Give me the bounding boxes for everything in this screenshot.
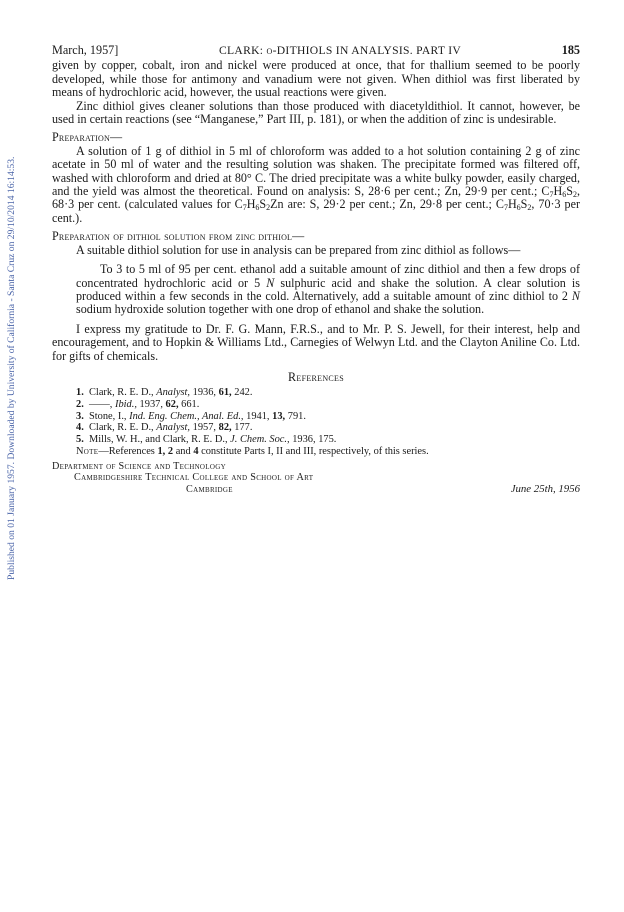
formula-c7h6s2-b: $C_7H_6S_2$ [495,197,532,213]
download-watermark [6,100,18,580]
paragraph-solution: A suitable dithiol solution for use in analysis can be prepared from zinc dithiol as follows— [76,242,521,257]
header-title: CLARK: o-DITHIOLS IN ANALYSIS. PART IV [219,44,462,57]
reference-item: 1. Clark, R. E. D., Analyst, 1936, 61, 242. [76,387,253,399]
procedure-block [76,263,580,317]
prep-text-c: are: S, 29·2 per cent.; Zn, 29·8 per cent.; [287,197,492,212]
running-header [52,44,580,57]
reference-item: 5. Mills, W. H., and Clark, R. E. D., J. Chem. Soc., 1936, 175. [76,433,337,445]
download-watermark-text: Published on 01 January 1957. Downloaded by University of California - Santa Cruz on 29/10/2014 16:14:53. [6,156,17,580]
prep-text-d: , 70·3 per cent.). [52,197,580,225]
formula-c7h6s2zn: $C_7H_6S_2Zn$ [234,197,284,213]
procedure-text: To 3 to 5 ml of 95 per cent. ethanol add a suitable amount of zinc dithiol and then a few drops of concentrated hydrochloric acid or 5 N sulphuric acid and shake the solution. A clear solution is produced within a few seconds in the cold. Alternatively, add a suitable amount of zinc dithiol to 2 N sodium hydroxide solution together with one drop of ethanol and shake the solution. [76,262,580,317]
reference-item: 4. Clark, R. E. D., Analyst, 1957, 82, 177. [76,422,253,434]
header-date: March, 1957] [52,43,119,57]
section-heading-preparation: Preparation— [52,130,123,145]
reference-list [76,387,580,445]
references-heading: References [288,369,344,384]
paragraph-preparation [52,145,580,225]
prep-text-a: A solution of 1 g of dithiol in 5 ml of chloroform was added to a hot solution containing 2 g of zinc acetate in 50 ml of water and the resulting solution was shaken. The precipitate formed was filtered off, washed with chloroform and dried at 80° C. The dried precipitate was a white bulky powder, easily charged, and the yield was almost the theoretical. Found on analysis: S, 28·6 per cent.; Zn, 29·9 per cent.; [52,143,580,199]
received-date: June 25th, 1956 [510,482,580,495]
formula-c7h6s2-a: $C_7H_6S_2$ [541,184,577,200]
address-college: Cambridgeshire Technical College and School of Art [74,472,314,484]
journal-page [52,44,580,495]
references-note: Note—References 1, 2 and 4 constitute Parts I, II and III, respectively, of this series. [76,446,429,458]
paragraph-continuation: given by copper, cobalt, iron and nickel were produced at once, that for thallium seemed to be poorly developed, while those for antimony and vanadium were not given. When dithiol was first liberated by means of hydrochloric acid, however, the usual reactions were given. [52,58,580,100]
address-city: Cambridge [186,483,233,495]
address-department: Department of Science and Technology [52,460,226,472]
reference-item: 2. ——, Ibid., 1937, 62, 661. [76,398,200,410]
author-address [52,461,580,495]
paragraph-zinc-dithiol: Zinc dithiol gives cleaner solutions than those produced with diacetyldithiol. It cannot, however, be used in certain reactions (see “Manganese,” Part III, p. 181), or when the addition of zinc is undesirable. [52,98,580,127]
reference-item: 3. Stone, I., Ind. Eng. Chem., Anal. Ed., 1941, 13, 791. [76,410,306,422]
section-heading-solution: Preparation of dithiol solution from zinc dithiol— [52,229,305,244]
page-number: 185 [561,43,580,57]
acknowledgement: I express my gratitude to Dr. F. G. Mann, F.R.S., and to Mr. P. S. Jewell, for their interest, help and encouragement, and to Hopkin & Williams Ltd., Carnegies of Welwyn Ltd. and the Clayton Aniline Co. Ltd. for gifts of chemicals. [52,321,580,363]
prep-text-b: , 68·3 per cent. (calculated values for [52,184,580,212]
